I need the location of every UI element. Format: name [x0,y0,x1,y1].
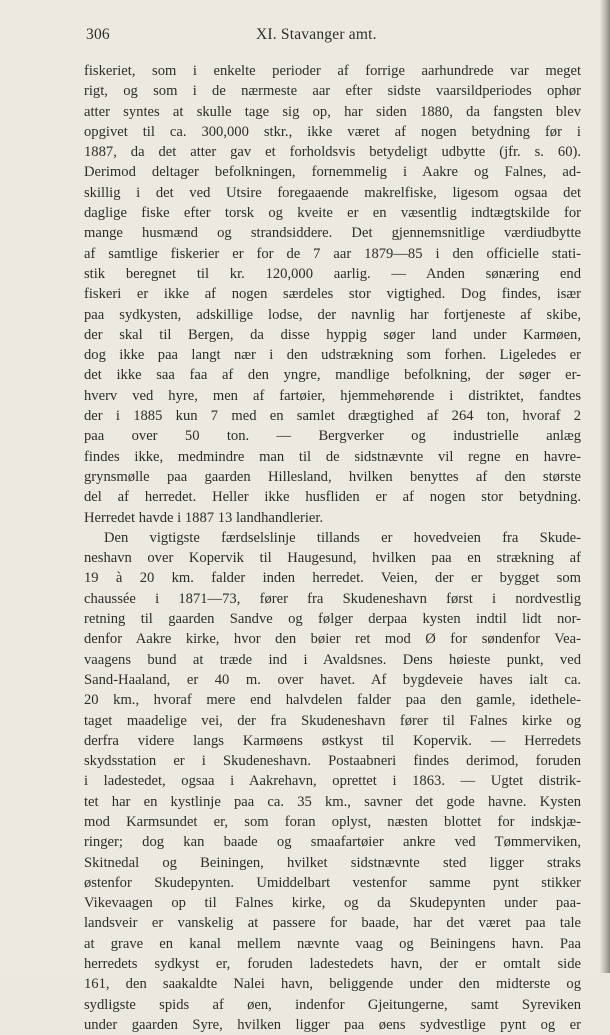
text-line: der skal til Bergen, da disse hyppig søger land under Karmøen, [84,326,581,343]
text-line: Sand-Haaland, er 40 m. over havet. Af bygdeveie haves ialt ca. [84,671,581,688]
text-line: 19 à 20 km. falder inden herredet. Veien, der er bygget som [84,570,581,587]
text-line: der i 1885 kun 7 med en samlet drægtighed af 264 ton, hvoraf 2 [84,408,581,425]
text-line: neshavn over Kopervik til Haugesund, hvilken paa en strækning af [84,550,581,567]
text-line: dog ikke paa langt nær i den udstrækning som forhen. Ligeledes er [84,347,581,364]
text-line: under gaarden Syre, hvilken ligger paa øens sydvestlige pynt og er [84,1016,581,1033]
text-line: derfra videre langs Karmøens østkyst til Kopervik. — Herredets [84,732,581,749]
text-line: ringer; dog kan baade og smaafartøier ankre ved Tømmerviken, [84,834,581,851]
text-line: 20 km., hvoraf mere end halvdelen falder paa den gamle, idethele- [84,692,581,709]
text-line: stik beregnet til kr. 120,000 aarlig. — Anden sønæring end [84,265,581,282]
text-line: opgivet til ca. 300,000 stkr., ikke været af nogen betydning før i [84,123,581,140]
text-line: Skitnedal og Beiningen, hvilket sidstnævnte sted ligger straks [84,854,581,871]
text-line: landsveir er vanskelig at passere for baade, har det været paa tale [84,915,581,932]
text-line: Den vigtigste færdselslinje tillands er hovedveien fra Skude- [104,529,581,546]
running-head: XI. Stavanger amt. [256,26,377,43]
text-line: fiskeri er ikke af nogen særdeles stor vigtighed. Dog findes, især [84,286,581,303]
text-line: i ladestedet, ogsaa i Aakrehavn, oprettet i 1863. — Ugtet distrik- [84,773,581,790]
text-line: vaagens bund at træde ind i Avaldsnes. Dens høieste punkt, ved [84,651,581,668]
body-text [84,61,581,1035]
text-line: del af herredet. Heller ikke husfliden er af nogen stor betydning. [84,489,581,506]
text-line: atter syntes at skulle tage sig op, har siden 1880, da fangsten blev [84,103,581,120]
text-line: mange husmænd og strandsiddere. Det gjennemsnitlige værdiudbytte [84,225,581,242]
text-line: Herredet havde i 1887 13 landhandlerier. [84,509,324,526]
text-line: hverv ved hyre, men af fartøier, hjemmehørende i distriktet, fandtes [84,387,581,404]
text-line: tet har en kystlinje paa ca. 35 km., savner det gode havne. Kysten [84,793,581,810]
text-line: paa sydkysten, adskillige lodse, der navnlig har fortjeneste af skibe, [84,306,581,323]
text-line: taget maadelige vei, der fra Skudeneshavn fører til Falnes kirke og [84,712,581,729]
text-line: at grave en kanal mellem nævnte vaag og Beiningens havn. Paa [84,935,581,952]
page-edge-shadow [600,0,610,973]
text-line: fiskeriet, som i enkelte perioder af forrige aarhundrede var meget [84,63,581,79]
text-line: sydligste spids af øen, indenfor Gjeitungerne, samt Syreviken [84,996,581,1013]
text-line: skillig i det ved Utsire foregaaende makrelfiske, ligesom ogsaa det [84,184,581,201]
text-line: det ikke saa faa af den yngre, mandlige befolkning, der søger er- [84,367,581,384]
text-line: 1887, da det atter gav et forholdsvis betydeligt udbytte (jfr. s. 60). [84,144,581,161]
text-line: Derimod deltager befolkningen, fornemmelig i Aakre og Falnes, ad- [84,164,581,181]
text-line: retning til gaarden Sandve og følger derpaa kysten indtil lidt nor- [84,611,581,628]
text-line: denfor Aakre kirke, hvor den bøier ret mod Ø for søndenfor Vea- [84,631,581,648]
page-number: 306 [86,26,110,43]
text-line: chaussée i 1871—73, fører fra Skudeneshavn først i nordvestlig [84,590,581,607]
text-line: herredets sydkyst er, foruden ladestedets havn, der er omtalt side [84,956,581,973]
text-line: daglige fiske efter torsk og kveite er en væsentlig indtægtskilde for [84,205,581,222]
text-line: 161, den saakaldte Nalei havn, beliggende under den midterste og [84,976,581,993]
text-line: af samtlige fiskerier er for de 7 aar 1879—85 i den officielle stati- [84,245,581,262]
text-line: Vikevaagen op til Falnes kirke, og da Skudepynten under paa- [84,895,581,912]
text-line: rigt, og som i de nærmeste aar efter sidste vaarsildperiodes ophør [84,83,581,100]
text-line: grynsmølle paa gaarden Hillesland, hvilken benyttes af den største [84,468,581,485]
text-line: skydsstation er i Skudeneshavn. Postaabneri findes derimod, foruden [84,753,581,770]
text-line: mod Karmsundet er, som foran oplyst, næsten blottet for indskjæ- [84,813,581,830]
text-line: findes ikke, medmindre man til de sidstnævnte vil regne en havre- [84,448,581,465]
text-line: østenfor Skudepynten. Umiddelbart vestenfor samme pynt stikker [84,874,581,891]
page-header [86,26,581,48]
text-line: paa over 50 ton. — Bergverker og industrielle anlæg [84,428,581,445]
